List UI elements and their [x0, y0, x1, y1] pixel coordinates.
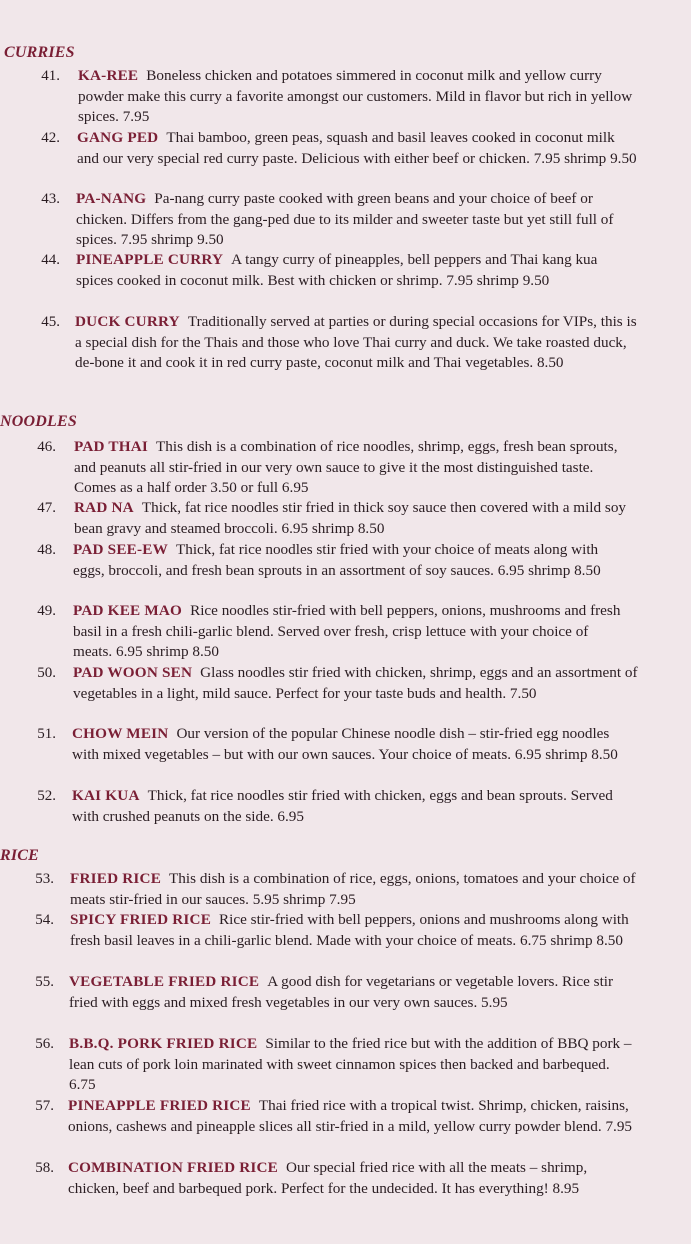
- dish-description: Traditionally served at parties or during special occasions for VIPs, this is a special dish for the Thais and those who love Thai curry and duck. We take roasted duck, de-bone it and cook it in red curry paste, coconut milk and Thai vegetables. 8.50: [75, 313, 637, 371]
- item-number: 54.: [35, 912, 54, 928]
- dish-name: KA-REE: [78, 67, 139, 84]
- dish-description: Thai bamboo, green peas, squash and basil leaves cooked in coconut milk and our very special red curry paste. Delicious with either beef or chicken. 7.95 shrimp 9.50: [77, 129, 637, 167]
- section-title-noodles: NOODLES: [0, 413, 77, 430]
- item-text: [74, 498, 634, 539]
- item-text: [72, 786, 632, 827]
- dish-name: PAD KEE MAO: [73, 602, 183, 619]
- dish-description: A tangy curry of pineapples, bell peppers and Thai kang kua spices cooked in coconut milk. Best with chicken or shrimp. 7.95 shrimp 9.50: [76, 251, 598, 289]
- item-text: [76, 250, 634, 291]
- item-text: [73, 601, 629, 663]
- item-number: 46.: [37, 439, 56, 455]
- item-number: 52.: [37, 788, 56, 804]
- dish-description: Thick, fat rice noodles stir fried with chicken, eggs and bean sprouts. Served with crushed peanuts on the side. 6.95: [72, 787, 613, 825]
- item-text: [69, 1034, 635, 1096]
- dish-name: PINEAPPLE FRIED RICE: [68, 1097, 251, 1114]
- item-text: [76, 189, 642, 251]
- dish-description: Similar to the fried rice but with the addition of BBQ pork – lean cuts of pork loin marinated with sweet cinnamon spices then backed and barbequed. 6.75: [69, 1035, 632, 1093]
- dish-description: Our special fried rice with all the meats – shrimp, chicken, beef and barbequed pork. Perfect for the undecided. It has everything! 8.95: [68, 1159, 588, 1197]
- item-text: [68, 1096, 640, 1137]
- dish-description: Boneless chicken and potatoes simmered in coconut milk and yellow curry powder make this curry a favorite amongst our customers. Mild in flavor but rich in yellow spices. 7.95: [78, 67, 633, 125]
- dish-description: This dish is a combination of rice noodles, shrimp, eggs, fresh bean sprouts, and peanuts all stir-fried in our very own sauce to give it the most distinguished taste. Comes as a half order 3.50 or full 6.95: [74, 438, 618, 496]
- item-number: 42.: [41, 130, 60, 146]
- dish-name: COMBINATION FRIED RICE: [68, 1159, 279, 1176]
- item-text: [73, 663, 639, 704]
- dish-name: VEGETABLE FRIED RICE: [69, 973, 260, 990]
- item-text: [74, 437, 636, 499]
- item-number: 51.: [37, 726, 56, 742]
- item-number: 56.: [35, 1036, 54, 1052]
- item-number: 43.: [41, 191, 60, 207]
- dish-name: FRIED RICE: [70, 870, 162, 887]
- dish-description: This dish is a combination of rice, eggs, onions, tomatoes and your choice of meats stir-fried in our sauces. 5.95 shrimp 7.95: [70, 870, 636, 908]
- item-text: [73, 540, 629, 581]
- item-number: 53.: [35, 871, 54, 887]
- item-text: [70, 869, 640, 910]
- item-text: [70, 910, 632, 951]
- dish-name: KAI KUA: [72, 787, 140, 804]
- dish-name: GANG PED: [77, 129, 159, 146]
- item-number: 55.: [35, 974, 54, 990]
- section-title-curries: CURRIES: [4, 44, 75, 61]
- dish-description: Thick, fat rice noodles stir fried in thick soy sauce then covered with a mild soy bean gravy and steamed broccoli. 6.95 shrimp 8.50: [74, 499, 627, 537]
- item-number: 57.: [35, 1098, 54, 1114]
- item-number: 58.: [35, 1160, 54, 1176]
- item-text: [72, 724, 638, 765]
- dish-name: CHOW MEIN: [72, 725, 169, 742]
- item-text: [68, 1158, 634, 1199]
- dish-description: Our version of the popular Chinese noodle dish – stir-fried egg noodles with mixed vegetables – but with our own sauces. Your choice of meats. 6.95 shrimp 8.50: [72, 725, 618, 763]
- dish-name: PAD THAI: [74, 438, 149, 455]
- item-number: 41.: [41, 68, 60, 84]
- dish-description: Thick, fat rice noodles stir fried with your choice of meats along with eggs, broccoli, and fresh bean sprouts in an assortment of soy sauces. 6.95 shrimp 8.50: [73, 541, 601, 579]
- dish-name: PAD WOON SEN: [73, 664, 193, 681]
- dish-description: Pa-nang curry paste cooked with green beans and your choice of beef or chicken. Differs from the gang-ped due to its milder and sweeter taste but yet still full of spices. 7.95 shrimp 9.50: [76, 190, 614, 248]
- item-text: [69, 972, 639, 1013]
- item-text: [75, 312, 645, 374]
- section-title-rice: RICE: [0, 847, 40, 864]
- item-number: 47.: [37, 500, 56, 516]
- dish-name: RAD NA: [74, 499, 134, 516]
- item-text: [77, 128, 639, 169]
- item-number: 48.: [37, 542, 56, 558]
- dish-name: B.B.Q. PORK FRIED RICE: [69, 1035, 258, 1052]
- dish-name: SPICY FRIED RICE: [70, 911, 212, 928]
- dish-description: Rice noodles stir-fried with bell peppers, onions, mushrooms and fresh basil in a fresh chili-garlic blend. Served over fresh, crisp lettuce with your choice of meats. 6.95 shrimp 8.50: [73, 602, 621, 660]
- dish-description: A good dish for vegetarians or vegetable lovers. Rice stir fried with eggs and mixed fresh vegetables in our very own sauces. 5.95: [69, 973, 614, 1011]
- item-number: 44.: [41, 252, 60, 268]
- item-number: 49.: [37, 603, 56, 619]
- item-text: [78, 66, 638, 128]
- dish-description: Rice stir-fried with bell peppers, onions and mushrooms along with fresh basil leaves in a chili-garlic blend. Made with your choice of meats. 6.75 shrimp 8.50: [70, 911, 629, 949]
- dish-name: PINEAPPLE CURRY: [76, 251, 224, 268]
- dish-description: Thai fried rice with a tropical twist. Shrimp, chicken, raisins, onions, cashews and pineapple slices all stir-fried in a mild, yellow curry powder blend. 7.95: [68, 1097, 633, 1135]
- dish-name: PAD SEE-EW: [73, 541, 168, 558]
- dish-name: DUCK CURRY: [75, 313, 180, 330]
- item-number: 45.: [41, 314, 60, 330]
- dish-name: PA-NANG: [76, 190, 147, 207]
- dish-description: Glass noodles stir fried with chicken, shrimp, eggs and an assortment of vegetables in a light, mild sauce. Perfect for your taste buds and health. 7.50: [73, 664, 638, 702]
- item-number: 50.: [37, 665, 56, 681]
